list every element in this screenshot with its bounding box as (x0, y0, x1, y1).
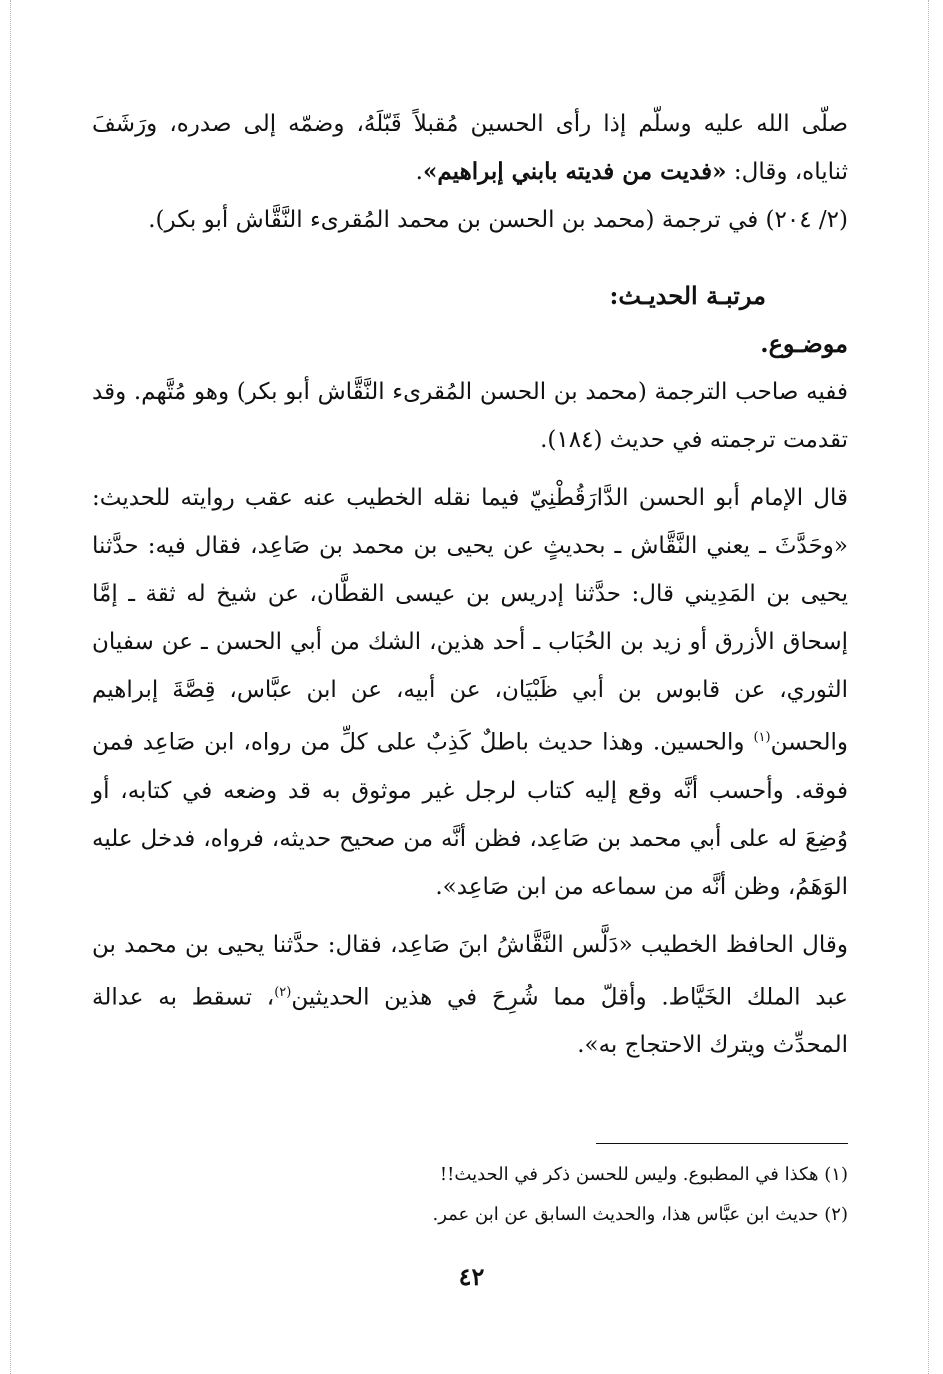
scan-edge-right (928, 0, 929, 1374)
paragraph-2: (٢/ ٢٠٤) في ترجمة (محمد بن الحسن بن محمد المُقرىء النَّقَّاش أبو بكر). (148, 207, 848, 233)
footnote-separator (596, 1143, 848, 1144)
footnote-2-number: (٢) (824, 1204, 848, 1225)
paragraph-5 (92, 921, 848, 1070)
paragraph-3: ففيه صاحب الترجمة (محمد بن الحسن المُقرىء النَّقَّاش أبو بكر) وهو مُتَّهم. وقد تقدمت ترجمته في حديث (١٨٤). (92, 379, 848, 453)
page-body (92, 100, 848, 1069)
grade-verdict: موضـوع. (760, 329, 848, 358)
paragraph-5-text-b: ، تسقط به عدالة المحدِّث ويترك الاحتجاج به». (92, 984, 848, 1059)
section-heading: مرتبـة الحديـث: (609, 281, 766, 310)
paragraph-5-text-a: وقال الحافظ الخطيب «دَلَّس النَّقَّاشُ ابنَ صَاعِد، فقال: حدَّثنا يحيى بن محمد بن عبد الملك الخَيَّاط. وأقلّ مما شُرِحَ في هذين الحديثين (92, 931, 848, 1011)
paragraph-1-text: صلّى الله عليه وسلّم إذا رأى الحسين مُقبلاً قَبّلَهُ، وضمّه إلى صدره، ورَشَفَ ثناياه، وقال: (92, 111, 848, 185)
paragraph-4-text-a: قال الإمام أبو الحسن الدَّارَقُطْنِيّ فيما نقله الخطيب عنه عقب روايته للحديث: «وحَدَّثَ ـ يعني النَّقَّاش ـ بحديثٍ عن يحيى بن محمد بن صَاعِد، فقال فيه: حدَّثنا يحيى بن المَدِيني قال: حدَّثنا إدريس بن عيسى القطَّان، عن شيخ له ثقة ـ إمَّا إسحاق الأزرق أو زيد بن الحُبَاب ـ أحد هذين، الشك من أبي الحسن ـ عن سفيان الثوري، عن قابوس بن أبي ظَبْيَان، عن أبيه، عن ابن عبَّاس، قِصَّةَ إبراهيم والحسن (92, 485, 848, 756)
paragraph-1-quote: «فديت من فديته بابني إبراهيم» (422, 158, 727, 185)
paragraph-4-text-b: والحسين. وهذا حديث باطلٌ كَذِبٌ على كلِّ من رواه، ابن صَاعِد فمن فوقه. وأحسب أنَّه وقع إليه كتاب لرجل غير موثوق به قد وضعه في كتابه، أو وُضِعَ له على أبي محمد بن صَاعِد، فظن أنَّه من صحيح حديثه، فرواه، فدخل عليه الوَهَمُ، وظن أنَّه من سماعه من ابن صَاعِد». (92, 729, 848, 900)
footnote-1-text: هكذا في المطبوع. وليس للحسن ذكر في الحديث!! (439, 1164, 819, 1185)
scan-edge-left (10, 0, 11, 1374)
footnote-2 (92, 1195, 848, 1235)
footnote-marker-2: (٢) (274, 984, 292, 1000)
footnote-2-text: حديث ابن عبَّاس هذا، والحديث السابق عن ابن عمر. (432, 1204, 819, 1225)
page-number: ٤٢ (458, 1262, 485, 1291)
footnotes (92, 1155, 848, 1235)
footnote-1 (92, 1155, 848, 1195)
paragraph-4 (92, 474, 848, 911)
paragraph-1-end: . (415, 159, 423, 185)
paragraph-1 (92, 100, 848, 196)
footnote-1-number: (١) (824, 1164, 848, 1185)
footnote-marker-1: (١) (753, 730, 771, 745)
